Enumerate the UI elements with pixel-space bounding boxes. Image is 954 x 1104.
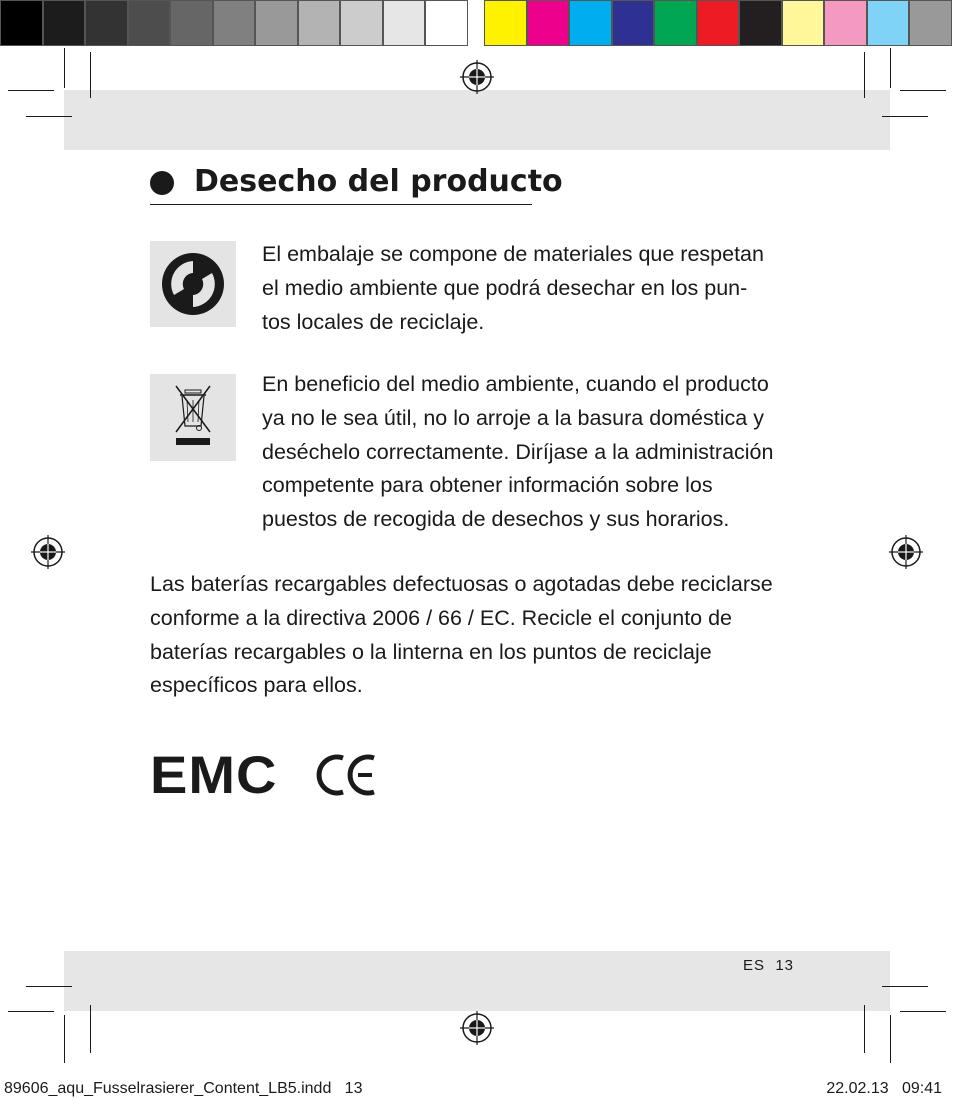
crop-mark [64, 48, 65, 88]
crop-mark [26, 116, 72, 117]
registration-mark-icon [31, 535, 65, 569]
process-color-swatch [654, 0, 697, 46]
process-color-bar [484, 0, 952, 46]
process-color-swatch [782, 0, 825, 46]
crossed-out-wheelie-bin-icon [150, 374, 236, 461]
green-dot-icon-box [150, 241, 236, 327]
grayscale-swatch [85, 0, 128, 46]
green-dot-recycling-icon [150, 241, 236, 327]
crop-mark [90, 1005, 91, 1053]
text-line: Las baterías recargables defectuosas o agotadas debe reciclarse [150, 572, 773, 596]
crop-mark [26, 986, 72, 987]
grayscale-swatch [255, 0, 298, 46]
crop-mark [864, 52, 865, 98]
process-color-swatch [527, 0, 570, 46]
process-color-swatch [484, 0, 527, 46]
emc-mark: EMC [150, 744, 278, 805]
grayscale-swatch [340, 0, 383, 46]
grayscale-swatch [128, 0, 171, 46]
crop-mark [8, 1011, 54, 1012]
process-color-swatch [739, 0, 782, 46]
text-line: En beneficio del medio ambiente, cuando el producto [262, 372, 769, 396]
weee-icon-box [150, 374, 236, 461]
grayscale-swatch [298, 0, 341, 46]
crop-mark [890, 1015, 891, 1063]
weee-paragraph [262, 368, 773, 537]
page-number: ES 13 [742, 957, 794, 974]
crop-mark [900, 1011, 946, 1012]
text-line: tos locales de reciclaje. [262, 309, 485, 334]
grayscale-color-bar [0, 0, 468, 46]
crop-mark [8, 90, 54, 91]
text-line: deséchelo correctamente. Diríjase a la administración [262, 439, 774, 464]
text-line: ya no le sea útil, no lo arroje a la basura doméstica y [262, 405, 764, 430]
process-color-swatch [909, 0, 952, 46]
crop-mark [900, 90, 946, 91]
slug-date-time: 22.02.13 09:41 [826, 1080, 942, 1097]
crop-mark [90, 52, 91, 98]
process-color-swatch [867, 0, 910, 46]
grayscale-swatch [425, 0, 468, 46]
text-line: específicos para ellos. [150, 673, 363, 698]
section-heading [150, 162, 563, 205]
bullet-icon [150, 171, 174, 195]
text-line: conforme a la directiva 2006 / 66 / EC. Recicle el conjunto de [150, 605, 733, 630]
crop-mark [882, 116, 928, 117]
header-band [64, 90, 890, 150]
grayscale-swatch [0, 0, 43, 46]
grayscale-swatch [43, 0, 86, 46]
text-line: competente para obtener información sobre los [262, 473, 713, 498]
process-color-swatch [697, 0, 740, 46]
registration-mark-icon [460, 1011, 494, 1045]
batteries-paragraph [150, 568, 773, 703]
registration-mark-icon [889, 535, 923, 569]
process-color-swatch [569, 0, 612, 46]
text-line: El embalaje se compone de materiales que respetan [262, 242, 764, 266]
crop-mark [64, 1015, 65, 1063]
text-line: baterías recargables o la linterna en los puntos de reciclaje [150, 639, 712, 664]
process-color-swatch [612, 0, 655, 46]
slug-file-name: 89606_aqu_Fusselrasierer_Content_LB5.indd 13 [4, 1080, 363, 1097]
registration-mark-icon [460, 60, 494, 94]
crop-mark [864, 1005, 865, 1053]
grayscale-swatch [383, 0, 426, 46]
grayscale-swatch [170, 0, 213, 46]
ce-mark-icon [316, 752, 378, 798]
text-line: puestos de recogida de desechos y sus horarios. [262, 507, 730, 532]
process-color-swatch [824, 0, 867, 46]
crop-mark [890, 48, 891, 88]
grayscale-swatch [213, 0, 256, 46]
section-title: Desecho del producto [194, 164, 563, 199]
packaging-paragraph [262, 238, 764, 339]
crop-mark [882, 986, 928, 987]
text-line: el medio ambiente que podrá desechar en los pun- [262, 275, 748, 300]
